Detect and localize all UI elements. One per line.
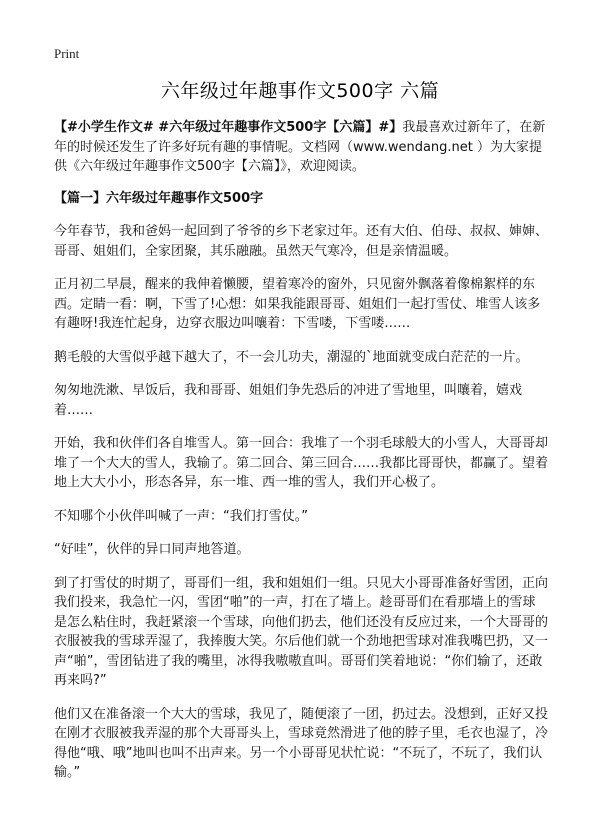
paragraph-1: 今年春节，我和爸妈一起回到了爷爷的乡下老家过年。还有大伯、伯母、叔叔、婶婶、哥哥、姐姐们，全家团聚，其乐融融。虽然天气寒冷，但是亲情温暖。 [54,224,549,259]
intro-tag: 【#小学生作文# #六年级过年趣事作文500字【六篇】#】 [54,120,403,135]
paragraph-2: 正月初二早晨，醒来的我伸着懒腰，望着寒冷的窗外，只见窗外飘落着像棉絮样的东西。定睛一看：啊，下雪了!心想：如果我能跟哥哥、姐姐们一起打雪仗、堆雪人该多有趣呀!我连忙起身，边穿衣服边叫嚷着：下雪喽，下雪喽…… [54,277,541,331]
intro-text: 我最喜欢过新年了，在新年的时候还发生了许多好玩有趣的事情呢。文档网（www.wendang.net ）为大家提供《六年级过年趣事作文500字【六篇】》，欢迎阅读。 [54,120,546,174]
paragraph-3: 鹅毛般的大雪似乎越下越大了，不一会儿功夫，潮湿的`地面就变成白茫茫的一片。 [54,349,529,365]
document-title: 六年级过年趣事作文500字 六篇 [160,80,440,102]
intro-paragraph [54,118,548,177]
paragraph-5: 开始，我和伙伴们各自堆雪人。第一回合：我堆了一个羽毛球般大的小雪人，大哥哥却堆了一个大大的雪人，我输了。第二回合、第三回合……我都比哥哥快，都赢了。望着地上大大小小，形态各异，东一堆、西一堆的雪人，我们开心极了。 [54,436,549,490]
paragraph-6: 不知哪个小伙伴叫喊了一声：“我们打雪仗。” [54,508,308,524]
print-label[interactable]: Print [54,46,80,61]
paragraph-7: “好哇”，伙伴的异口同声地答道。 [54,542,250,557]
document-body [54,118,548,797]
section-heading: 【篇一】六年级过年趣事作文500字 [54,190,264,206]
paragraph-9: 他们又在准备滚一个大大的雪球，我见了，随便滚了一团，扔过去。没想到，正好又投在刚才衣服被我弄湿的那个大哥哥头上，雪球竟然滑进了他的脖子里，毛衣也湿了，冷得他“哦、哦”地叫也叫不出声来。另一个小哥哥见状忙说：“不玩了，不玩了，我们认输。” [54,706,549,780]
paragraph-8: 到了打雪仗的时期了，哥哥们一组，我和姐姐们一组。只见大小哥哥准备好雪团，正向我们投来，我急忙一闪，雪团“啪”的一声，打在了墙上。趁哥哥们在看那墙上的雪球是怎么粘住时，我赶紧滚一个雪球，向他们扔去，他们还没有反应过来，一个大哥哥的衣服被我的雪球弄湿了，我捧腹大笑。尔后他们就一个劲地把雪球对准我嘴巴扔，又一声“啪”，雪团钻进了我的嘴里，冰得我嗷嗷直叫。哥哥们笑着地说：“你们输了，还敢再来吗?” [54,575,549,688]
paragraph-4: 匆匆地洗漱、早饭后，我和哥哥、姐姐们争先恐后的冲进了雪地里，叫嚷着，嬉戏着…… [54,383,523,418]
